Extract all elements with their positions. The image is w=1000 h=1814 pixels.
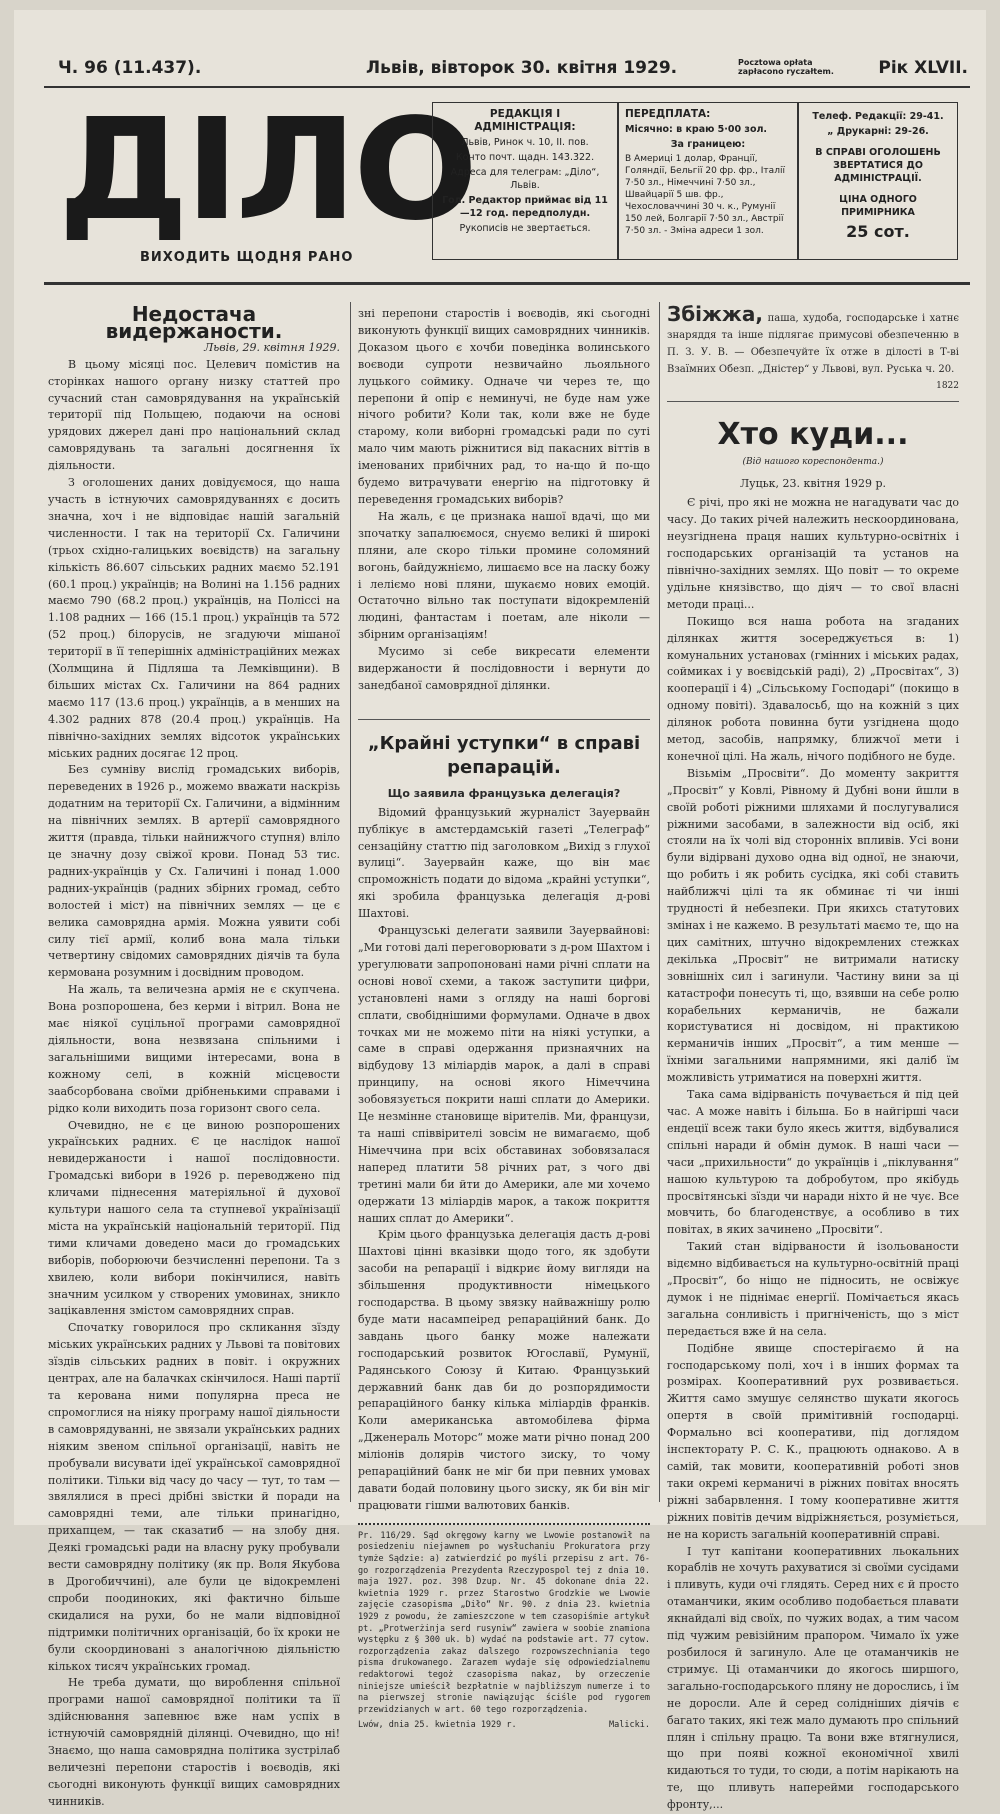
article-3-paragraph: Такий стан відірваности й ізольованости відємно відбивається на культурно-освітній праці „Просвіт“, бо ніщо не підносить, не освіжує думок і не піднімає енергії. Помічається якась загальна сонливість і пригніченість, що з міст передається вже й на села. <box>667 1240 959 1338</box>
postal-note: Pocztowa opłata zapłacono ryczałtem. <box>738 58 834 76</box>
article-1-dateline: Львів, 29. квітня 1929. <box>204 340 340 354</box>
advertisement <box>667 302 959 402</box>
manuscripts-note: Рукописів не звертається. <box>459 223 591 234</box>
newspaper-page <box>14 10 986 1812</box>
article-1-paragraph: Не треба думати, що вироблення спільної програми нашої самоврядної політики та її здійснювання запевнює вже нам успіх в істнуючій самоврядній ділянці. Очевидно, що ні! Знаємо, що наша самоврядна політика зустрілаб величезні перепони старостів і воєводів, які сьогодні виконують функції вищих самоврядних чинників. <box>48 1676 340 1808</box>
publication-year: Рік XLVII. <box>878 58 968 78</box>
newspaper-logo: ДІЛО <box>58 89 474 252</box>
article-1-title: Недостача видержаности. <box>105 302 283 343</box>
column-rule-2 <box>659 302 660 1502</box>
column-3 <box>667 302 959 1812</box>
tagline: ВИХОДИТЬ ЩОДНЯ РАНО <box>140 250 354 265</box>
issue-date: Львів, вівторок 30. квітня 1929. <box>366 58 678 78</box>
article-1-continued-paragraph: Мусимо зі себе викресати елементи видержаности й послідовности і вернути до занедбаної самоврядної ділянки. <box>358 645 650 692</box>
editorial-info-box <box>432 102 618 260</box>
column-2 <box>358 306 650 1731</box>
article-1-paragraph: З оголошених даних довідуємося, що наша участь в істнуючих самоврядуваннях є досить значна, хоч і не відповідає нашій загальній численности. І так на території Сх. Галичини (трьох східно-галицьких воєвідств) на загальну кількість 86.607 сільських радних маємо 52.191 (60.1 проц.) українців; на Волині на 1.156 радних маємо 790 (68.2 проц.) українців, на Поліссі на 1.108 радних — 166 (15.1 проц.) українців та 572 (52 проц.) білорусів, не згадуючи мішаної території в її теперішніх адміністраційних межах (Холмщина й Підляша та Лемківщини). В більших містах Сх. Галичини на 864 радних маємо 117 (13.6 проц.) українців, а в менших на 4.302 радних 878 (20.4 проц.) українців. На північно-західних землях відсоток українських міських радних досягає 12 проц. <box>48 476 340 760</box>
article-3-paragraph: Візьмім „Просвіти“. До моменту закриття „Просвіт“ у Ковлі, Рівному й Дубні вони йшли в своїй роботі ріжними шляхами й послугувалися ріжними засобами, в залежности від осіб, які стояли на їх чолі від сторонніх впливів. Усі вони були відірвані духово одна від одної, не знаючи, що робить і як робить сусідка, які собі ставить найближчі цілі та як обминає ті чи інші трудності й небезпеки. При якихсь статутових змінах і не кажемо. В результаті маємо те, що на цих самітних, штучно відокремлених стежках декілька „Просвіт“ не витримали натиску зовнішніх сил і загинули. Частину вини за ці катастрофи понесуть ті, що, взявши на себе ролю корабельних керманичів, не бажали користуватися ні досвідом, ні практикою керманичів інших „Просвіт“, а тим менше — їхніми загальними напрямними, які даліб їм можливість утриматися на поверхні життя. <box>667 766 959 1085</box>
issue-number: Ч. 96 (11.437). <box>58 58 202 78</box>
column-1 <box>48 302 340 1808</box>
article-1-continued-paragraph: зні перепони старостів і воєводів, які сьогодні виконують функції вищих самоврядних чинників. Доказом цього є хочби поведінка волинського воєводи супроти незвичайно льояльного луцького соймику. Одначе чи через те, що перепони й опір є неминучі, не буде нам уже нічого робити? Коли так, коли вже не буде старому, коли виборні громадські ради по суті мало чим мають ріжнитися від пакасних віттів в іменованих прибічних рад, то на-що й по-що будемо витрачувати енергію на підготовку й переведення громадських виборів? <box>358 307 650 506</box>
subscription-abroad-heading: За границею: <box>670 139 746 150</box>
telegram-address: Адреса для телеграм: „Діло“, Львів. <box>450 167 600 191</box>
article-3-paragraph: Подібне явище спостерігаємо й на господарському полі, хоч і в інших формах та розмірах. Кооперативний рух розвивається. Життя само змушує селянство шукати якогось опертя в своїй примітивній господарці. Формально всі кооперативи, під доглядом інспекторату Р. С. К., працюють однаково. А в самій, так мовити, кооперативній роботі знов таки окремі керманичі в ріжних повітах вносять ріжні забарвлення. І тому кооперативне життя ріжних повітів дечим відріжняється, розуміється, не на користь загальній кооперативній справі. <box>667 1341 959 1541</box>
ad-code: 1822 <box>936 380 959 391</box>
article-1-paragraph: Без сумніву вислід громадських виборів, переведених в 1926 р., можемо вважати наскрізь додатним на території Сх. Галичини, а відмінним на північних землях. В артерії самоврядного життя (правда, тільки найнижчого ступня) вліло це значну дозу свіжої крови. Понад 53 тис. радних-українців у Сх. Галичині і понад 1.000 радних-українців (радних збірних громад, себто волостей і міст) на північних землях — це є велика самоврядна армія. Можна уявити собі силу тієї армії, колиб вона мала тільки четвертину свідомих самоврядних діячів та була кермована розумним і досвідним проводом. <box>48 763 340 980</box>
article-2-title: „Крайні уступки“ в справі репарацій. <box>367 732 641 778</box>
article-3-title: Хто куди... <box>717 416 909 452</box>
masthead-info-bar <box>58 58 968 82</box>
subscription-monthly: Місячно: в краю 5·00 зол. <box>625 124 768 135</box>
subscription-abroad: В Америці 1 долар, Франції, Голяндії, Бельгії 20 фр. фр., Італії 7·50 зл., Німеччині 7·50 зл., Швайцарії 5 шв. фр., Чехословаччині 30 ч. к., Румунії 150 лей, Болгарії 7·50 зл., Австрії 7·50 зл. - Зміна адреси 1 зол. <box>625 154 785 236</box>
article-3-paragraph: Є річі, про які не можна не нагадувати час до часу. До таких річей належить нескоординована, неузгіднена праця наших культурно-освітніх і господарських організацій та установ на північно-західних землях. Що повіт — то окреме удільне князівство, що діяч — то свої власні методи праці... <box>667 496 959 611</box>
editorial-address: Львів, Ринок ч. 10, II. пов. <box>461 137 589 148</box>
article-3-paragraph: Така сама відірваність почувається й під цей час. А може навіть і більша. Бо в найгірші часи ендеції всеж таки було якесь життя, відбувалися спільні наради й обмін думок. В наші часи — часи „прихильности“ до українців і „піклування“ нашою культурою та добробутом, про якібудь просвітянські зїзди чи наради ніхто й не чує. Все мовчить, бо благоденствує, а особливо в тих повітах, в яких зачинено „Просвіти“. <box>667 1088 959 1237</box>
masthead-rule-bottom <box>44 282 970 285</box>
article-1-paragraph: На жаль, та величезна армія не є скупчена. Вона розпорошена, без керми і вітрил. Вона не має ніякої суцільної програми самоврядної діяльности, вона незвязана спільними і загальнішими вищими інтересами, вона в кожному селі, в кожній місцевости заабсорбована своїми дрібненькими справами і рідко коли виходить поза горизонт свого села. <box>48 983 340 1115</box>
phone-editorial: Телеф. Редакції: 29-41. <box>812 111 944 122</box>
price-value: 25 сот. <box>846 222 910 241</box>
section-divider <box>358 695 650 720</box>
price-label: ЦІНА ОДНОГО ПРИМІРНИКА <box>839 194 917 218</box>
article-1-paragraph: В цьому місяці пос. Целевич помістив на сторінках нашого органу низку статтей про сучасний стан самоврядування на українській території під Польщею, подаючи на основі урядових джерел дані про національний склад самоврядувань та загальні досягнення їх діяльности. <box>48 357 340 473</box>
legal-notice-text: Pr. 116/29. Sąd okręgowy karny we Lwowie postanowił na posiedzeniu niejawnem po wysłuchaniu Prokuratora przy tymże Sądzie: a) zatwierdzić po myśli przepisu z art. 76-go rozporządzenia Prezydenta Rzeczypospol tej z dnia 10. maja 1927. poz. 398 Dzup. Nr. 45 dokonane dnia 22. kwietnia 1929 r. przez Starostwo Grodzkie we Lwowie zajęcie czasopisma „Diło“ Nr. 90. z dnia 23. kwietnia 1929 z powodu, że zamieszczone w tem czasopiśmie artykuł pt. „Protwerżinja serd rusyniw“ zawiera w soobie znamiona występku z § 300 uk. b) wydać na podstawie art. 77 cytow. rozporządzenia zakaz dalszego rozpowszechniania tego pisma drukowanego. Zarazem wydaje się odpowiedzialnemu redaktorowi tegoż czasopisma nakaz, by orzeczenie niniejsze umieścił bezpłatnie w najbliższym numerze i to na pierwszej stronie nawiązując ściśle pod rygorem przewidzianych w art. 60 tego rozporządzenia. <box>358 1530 650 1715</box>
article-2-subtitle: Що заявила французька делегація? <box>387 786 621 800</box>
masthead-rule-top <box>44 86 970 88</box>
column-rule-1 <box>350 302 351 1502</box>
postal-account: Конто почт. щадн. 143.322. <box>455 152 595 163</box>
legal-notice-signature: Malicki. <box>609 1720 650 1731</box>
article-2-paragraph: Відомий французький журналіст Зауервайн публікує в амстердамській газеті „Телеграф“ сензаційну статтю під заголовком „Вихід з глухої вулиці“. Зауервайн каже, що він має спроможність подати до відома „крайні уступки“, які зробила французька делегація д-рові Шахтові. <box>358 805 650 921</box>
article-3-paragraph: І тут капітани кооперативних льокальних кораблів не хочуть рахуватися зі своїми сусідами і пливуть, куди очі глядять. Серед них є й просто отаманчики, яким особливо подобається плавати якнайдалі від своїх, по чужих водах, а тим часом під чужим ревізійним прапором. Чимало їх уже розбилося й загинуло. Але це отаманчиків не стримує. Ці отаманчики до якогось ширшого, загально-господарського пляну не дорослись, і їм не доросли. Але й серед солідніших діячів є багато таких, які теж мало думають про спільний плян і спільну працю. Та вони вже втягнулися, що при появі кожної економічної хвилі кидаються то туди, то сюди, а потім нарікають на те, що пливуть наперейми господарського фронту,... <box>667 1544 959 1812</box>
article-1-paragraph: Очевидно, не є це виною розпорошених українських радних. Є це наслідок нашої невидержаности і нашої послідовности. Громадські вибори в 1926 р. переводжено під кличами піднесення матеріяльної й духової культури нашого села та ступневої українізації міста на українській національній території. Під тими кличами доведено маси до громадських виборів, поборюючи безчисленні перепони. Та з хвилею, коли вибори покінчилися, навіть значним усилком у створених умовинах, зникло зацікавлення змістом самоврядних справ. <box>48 1118 340 1318</box>
legal-notice-place-date: Lwów, dnia 25. kwietnia 1929 r. <box>358 1720 517 1731</box>
contact-info-box <box>798 102 958 260</box>
editorial-heading: РЕДАКЦІЯ І АДМІНІСТРАЦІЯ: <box>474 108 576 133</box>
phone-printing: „ Друкарні: 29-26. <box>827 126 929 137</box>
article-3-dateline: Луцьк, 23. квітня 1929 р. <box>739 477 887 491</box>
ads-note: В СПРАВІ ОГОЛОШЕНЬ ЗВЕРТАТИСЯ ДО АДМІНІСТРАЦІЇ. <box>815 147 941 184</box>
article-1-continued-paragraph: На жаль, є це признака нашої вдачі, що ми зпочатку запалюємося, снуємо великі й широкі пляни, але скоро тільки промине соломяний вогонь, байдужніємо, лишаємо все на ласку божу і леліємо нові пляни, шукаємо нових емоцій. Остаточно вільно так поступати відокремленій людині, фантастам і поетам, але ніколи — збірним організаціям! <box>358 509 650 642</box>
legal-notice <box>358 1523 650 1732</box>
ad-headline: Збіжжа, <box>667 302 763 326</box>
ad-text: паша, худоба, господарське і хатнє знаряддя та інше підлягає примусові обезпеченню в П. З. У. В. — Обезпечуйте їх отже в ділості в Т-ві Взаїмних Обезп. „Дністер“ у Львові, вул. Руська ч. 20. <box>667 313 959 375</box>
subscription-info-box <box>618 102 798 260</box>
article-3-paragraph: Покищо вся наша робота на згаданих ділянках життя зосереджується в: 1) комунальних установах (гмінних і міських радах, соймиках і у воєвідській раді), 2) „Просвітах“, 3) кооперації і 4) „Сільському Господарі“ (покищо в одному повіті). Здавалосьб, що на кожній з цих ділянок робота повинна бути узгіднена щодо метод, засобів, напрямку, ближчої мети і конечної цілі. На жаль, нічого подібного не буде. <box>667 614 959 763</box>
article-1-paragraph: Спочатку говорилося про скликання зїзду міських українських радних у Львові та повітових зїздів сільських радних в повіт. і окружних центрах, але на балачках скінчилося. Наші партії та керована ними популярна преса не спромоглися на ніяку програму нашої діяльности в самоврядуванні, не звязали українських радних ніяким звеном спільної організації, навіть не пробували висувати ідеї української самоврядної політики. Тільки від часу до часу — тут, то там — звялялися в пресі дрібні звістки й поради на самоврядні теми, але тільки принагідно, прихапцем, — так сказатиб — на злобу дня. Деякі громадські ради на власну руку пробували вести самоврядну політику (як пр. Воля Якубова в Дрогобиччині), але були це відокремлені спроби поодиноких, які фактично більше скидалися на рухи, бо не мали відповідної підтримки політичних організацій, бо їх кроки не були скоординовані з аналогічною діяльністю кількох тисяч українських громад. <box>48 1321 340 1673</box>
article-3-source: (Від нашого кореспондента.) <box>742 456 884 467</box>
subscription-heading: ПЕРЕДПЛАТА: <box>625 108 711 120</box>
editor-hours: Гол. Редактор приймає від 11—12 год. передполудн. <box>442 195 608 219</box>
article-2-paragraph: Крім цього французька делегація дасть д-рові Шахтові цінні вказівки щодо того, як здобути засоби на репарації і відкриє йому вигляди на збільшення продуктивности німецького господарства. В цьому звязку найважнішу ролю буде мати насампеіред репараційний банк. До завдань цього банку може належати господарський розвиток Югославії, Румунії, Радянського Союзу й Китаю. Французький державний банк дав би до розпорядимости репараційного банку кілька міліардів франків. Коли американська автомобілева фірма „Дженераль Моторс“ може мати річно понад 200 міліонів долярів чистого зиску, то чому репараційний банк не міг би при певних умовах давати бодай половину цього зиску, як би він міг працювати гішми валютових банків. <box>358 1228 650 1512</box>
article-2-paragraph: Французські делегати заявили Зауервайнові: „Ми готові далі переговорювати з д-ром Шахтом і урегулювати запропоновані нами річні сплати на основі нової схеми, а також заступити цифри, установлені нами з огляду на наші боргові сплати, свобіднішими формулами. Одначе в двох точках ми не можемо піти на ніякі уступки, а саме в справі одержання признаячних на відбудову 13 міліардів марок, а далі в справі принципу, на основі якого Німеччина зобовязується покрити наші сплати до Америки. Це незмінне становище вірителів. Ми, французи, та наші співвірителі зовсім не вимагаємо, щоб Німеччина при всіх обставинах зобовязалася наперед платити 58 річних рат, з чого дві третині мали би йти до Америки, але ми хочемо одержати 13 міліардів марок, а також покриття наших сплат до Америки“. <box>358 924 650 1225</box>
